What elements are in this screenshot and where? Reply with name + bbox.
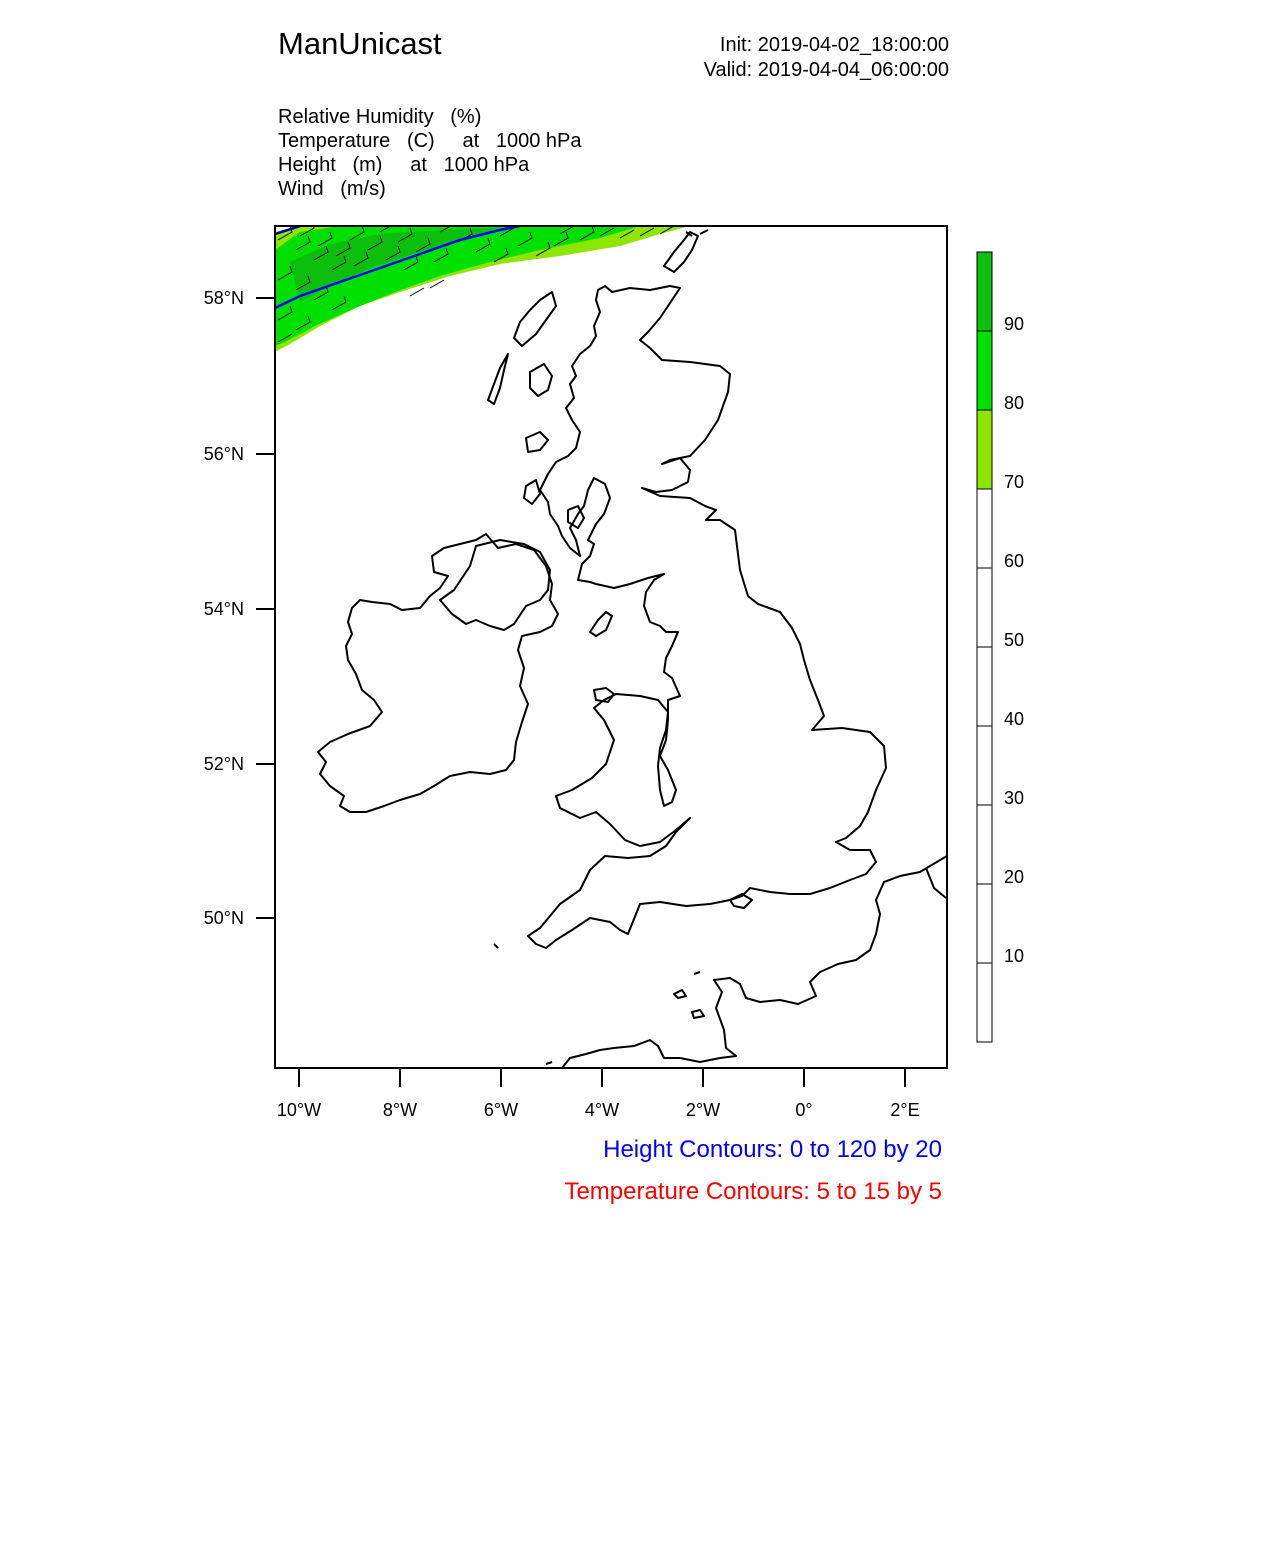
coastline-guernsey	[674, 990, 686, 998]
colorbar-box	[977, 805, 992, 884]
colorbar-box	[977, 331, 992, 410]
colorbar-label: 10	[1004, 946, 1025, 966]
lat-ticks	[256, 298, 275, 918]
field-height: Height (m) at 1000 hPa	[278, 154, 530, 176]
field-temperature: Temperature (C) at 1000 hPa	[278, 130, 582, 152]
coastline-isle-of-man	[590, 612, 612, 636]
coastline-mull	[526, 432, 548, 452]
coastline-northern-ireland	[440, 540, 550, 630]
field-wind: Wind (m/s)	[278, 178, 386, 200]
lat-label: 54°N	[203, 599, 244, 619]
colorbar-label: 30	[1004, 788, 1025, 808]
lon-label: 4°W	[584, 1100, 620, 1120]
colorbar-box	[977, 726, 992, 805]
lat-label: 58°N	[203, 288, 244, 308]
colorbar-label: 40	[1004, 709, 1025, 729]
colorbar-box	[977, 647, 992, 726]
colorbar-label: 70	[1004, 472, 1025, 492]
lon-label: 8°W	[382, 1100, 418, 1120]
temperature-contours-note: Temperature Contours: 5 to 15 by 5	[564, 1178, 942, 1205]
map-area	[275, 222, 947, 1068]
colorbar-label: 20	[1004, 867, 1025, 887]
map-frame	[275, 226, 947, 1068]
coastline-lewis	[514, 292, 556, 346]
colorbar-label: 90	[1004, 314, 1025, 334]
coastline-netherlands	[926, 868, 946, 898]
coastline-orkney	[664, 232, 698, 272]
field-relative-humidity: Relative Humidity (%)	[278, 106, 482, 128]
init-time: Init: 2019-04-02_18:00:00	[719, 34, 949, 56]
lon-label: 10°W	[276, 1100, 322, 1120]
coastline-skye	[530, 364, 552, 396]
colorbar-box	[977, 884, 992, 963]
colorbar-box	[977, 489, 992, 568]
valid-time: Valid: 2019-04-04_06:00:00	[703, 59, 949, 81]
lat-label: 56°N	[203, 444, 244, 464]
lon-label: 2°E	[890, 1100, 920, 1120]
coastlines	[318, 230, 947, 1068]
coastline-france	[562, 856, 947, 1068]
lon-label: 2°W	[685, 1100, 721, 1120]
coastline-brittany-isle	[546, 1062, 552, 1064]
coastline-uist	[488, 354, 508, 404]
coastline-great-britain	[528, 286, 886, 948]
chart-title: ManUnicast	[278, 26, 442, 61]
coastline-jersey	[692, 1010, 704, 1018]
coastline-ireland	[318, 534, 558, 812]
colorbar-label: 60	[1004, 551, 1025, 571]
lat-label: 52°N	[203, 754, 244, 774]
colorbar-box	[977, 568, 992, 647]
lat-label: 50°N	[203, 908, 244, 928]
coastline-alderney	[694, 972, 700, 974]
colorbar-label: 50	[1004, 630, 1025, 650]
lon-label: 0°	[795, 1100, 813, 1120]
colorbar-box	[977, 410, 992, 489]
colorbar-box	[977, 963, 992, 1042]
coastline-islay	[524, 480, 540, 504]
colorbar-box	[977, 252, 992, 331]
lon-label: 6°W	[483, 1100, 519, 1120]
coastline-scilly	[494, 944, 498, 948]
height-contours-note: Height Contours: 0 to 120 by 20	[603, 1136, 942, 1163]
colorbar-label: 80	[1004, 393, 1025, 413]
lon-ticks	[299, 1068, 905, 1087]
colorbar	[977, 252, 992, 1042]
